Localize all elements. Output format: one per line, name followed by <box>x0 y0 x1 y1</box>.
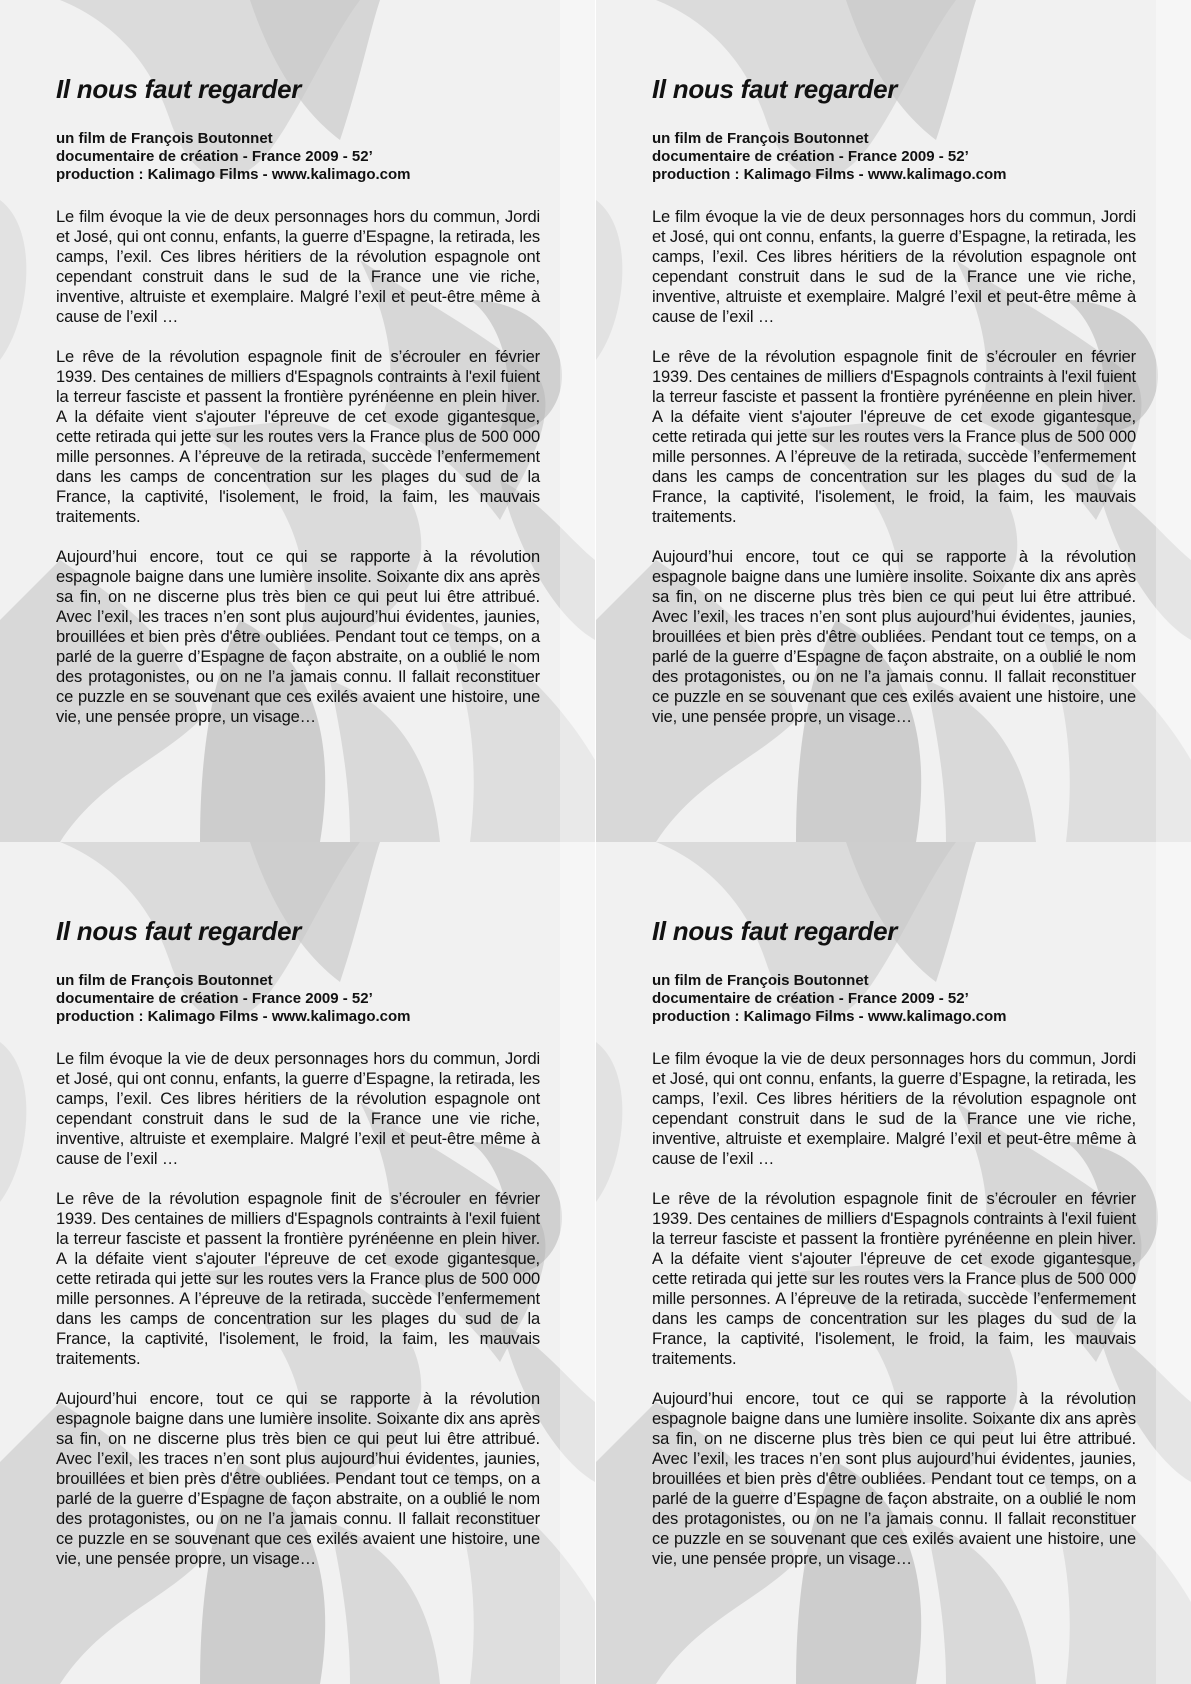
flyer-card <box>596 0 1191 842</box>
memory-paragraph: Aujourd’hui encore, tout ce qui se rapporte à la révolution espagnole baigne dans une lumière insolite. Soixante dix ans après sa fin, on ne discerne plus très bien ce qui peut lui être attribué. Avec l’exil, les traces n’en sont plus aujourd’hui évidentes, jaunies, brouillées et bien près d'être oubliées. Pendant tout ce temps, on a parlé de la guerre d’Espagne de façon abstraite, on a oublié le nom des protagonistes, ou on ne l’a jamais connu. Il fallait reconstituer ce puzzle en se souvenant que ces exilés avaient une histoire, une vie, une pensée propre, un visage… <box>652 548 1136 726</box>
production-credit: production : Kalimago Films - www.kalimago.com <box>56 1008 411 1025</box>
history-paragraph: Le rêve de la révolution espagnole finit de s’écrouler en février 1939. Des centaines de milliers d'Espagnols contraints à l'exil fuient la terreur fasciste et passent la frontière pyrénéenne en plein hiver. A la défaite vient s'ajouter l'épreuve de cet exode gigantesque, cette retirada qui jette sur les routes vers la France plus de 500 000 mille personnes. A l’épreuve de la retirada, succède l’enfermement dans les camps de concentration sur les plages du sud de la France, la captivité, l'isolement, le froid, la faim, les mauvais traitements. <box>652 1190 1136 1368</box>
film-title: Il nous faut regarder <box>56 74 302 104</box>
flyer-content <box>652 916 1136 1589</box>
film-title: Il nous faut regarder <box>652 74 898 104</box>
memory-paragraph: Aujourd’hui encore, tout ce qui se rapporte à la révolution espagnole baigne dans une lumière insolite. Soixante dix ans après sa fin, on ne discerne plus très bien ce qui peut lui être attribué. Avec l’exil, les traces n’en sont plus aujourd’hui évidentes, jaunies, brouillées et bien près d'être oubliées. Pendant tout ce temps, on a parlé de la guerre d’Espagne de façon abstraite, on a oublié le nom des protagonistes, ou on ne l’a jamais connu. Il fallait reconstituer ce puzzle en se souvenant que ces exilés avaient une histoire, une vie, une pensée propre, un visage… <box>56 1390 540 1568</box>
film-credits <box>56 130 540 184</box>
history-paragraph: Le rêve de la révolution espagnole finit de s’écrouler en février 1939. Des centaines de milliers d'Espagnols contraints à l'exil fuient la terreur fasciste et passent la frontière pyrénéenne en plein hiver. A la défaite vient s'ajouter l'épreuve de cet exode gigantesque, cette retirada qui jette sur les routes vers la France plus de 500 000 mille personnes. A l’épreuve de la retirada, succède l’enfermement dans les camps de concentration sur les plages du sud de la France, la captivité, l'isolement, le froid, la faim, les mauvais traitements. <box>652 348 1136 526</box>
flyer-card <box>596 842 1191 1684</box>
flyer-card <box>0 842 595 1684</box>
genre-credit: documentaire de création - France 2009 - 52’ <box>56 148 373 165</box>
production-credit: production : Kalimago Films - www.kalimago.com <box>652 166 1007 183</box>
synopsis-paragraph: Le film évoque la vie de deux personnages hors du commun, Jordi et José, qui ont connu, enfants, la guerre d’Espagne, la retirada, les camps, l’exil. Ces libres héritiers de la révolution espagnole ont cependant construit dans le sud de la France une vie riche, inventive, altruiste et exemplaire. Malgré l’exil et peut-être même à cause de l’exil … <box>652 208 1136 326</box>
film-title: Il nous faut regarder <box>652 916 898 946</box>
genre-credit: documentaire de création - France 2009 - 52’ <box>56 990 373 1007</box>
synopsis-paragraph: Le film évoque la vie de deux personnages hors du commun, Jordi et José, qui ont connu, enfants, la guerre d’Espagne, la retirada, les camps, l’exil. Ces libres héritiers de la révolution espagnole ont cependant construit dans le sud de la France une vie riche, inventive, altruiste et exemplaire. Malgré l’exil et peut-être même à cause de l’exil … <box>652 1050 1136 1168</box>
film-credits <box>652 972 1136 1026</box>
production-credit: production : Kalimago Films - www.kalimago.com <box>652 1008 1007 1025</box>
flyer-content <box>652 74 1136 747</box>
director-credit: un film de François Boutonnet <box>652 130 869 147</box>
synopsis-paragraph: Le film évoque la vie de deux personnages hors du commun, Jordi et José, qui ont connu, enfants, la guerre d’Espagne, la retirada, les camps, l’exil. Ces libres héritiers de la révolution espagnole ont cependant construit dans le sud de la France une vie riche, inventive, altruiste et exemplaire. Malgré l’exil et peut-être même à cause de l’exil … <box>56 208 540 326</box>
production-credit: production : Kalimago Films - www.kalimago.com <box>56 166 411 183</box>
film-credits <box>652 130 1136 184</box>
history-paragraph: Le rêve de la révolution espagnole finit de s’écrouler en février 1939. Des centaines de milliers d'Espagnols contraints à l'exil fuient la terreur fasciste et passent la frontière pyrénéenne en plein hiver. A la défaite vient s'ajouter l'épreuve de cet exode gigantesque, cette retirada qui jette sur les routes vers la France plus de 500 000 mille personnes. A l’épreuve de la retirada, succède l’enfermement dans les camps de concentration sur les plages du sud de la France, la captivité, l'isolement, le froid, la faim, les mauvais traitements. <box>56 1190 540 1368</box>
flyer-content <box>56 916 540 1589</box>
genre-credit: documentaire de création - France 2009 - 52’ <box>652 148 969 165</box>
flyer-card <box>0 0 595 842</box>
film-title: Il nous faut regarder <box>56 916 302 946</box>
director-credit: un film de François Boutonnet <box>56 130 273 147</box>
flyer-content <box>56 74 540 747</box>
director-credit: un film de François Boutonnet <box>56 972 273 989</box>
history-paragraph: Le rêve de la révolution espagnole finit de s’écrouler en février 1939. Des centaines de milliers d'Espagnols contraints à l'exil fuient la terreur fasciste et passent la frontière pyrénéenne en plein hiver. A la défaite vient s'ajouter l'épreuve de cet exode gigantesque, cette retirada qui jette sur les routes vers la France plus de 500 000 mille personnes. A l’épreuve de la retirada, succède l’enfermement dans les camps de concentration sur les plages du sud de la France, la captivité, l'isolement, le froid, la faim, les mauvais traitements. <box>56 348 540 526</box>
director-credit: un film de François Boutonnet <box>652 972 869 989</box>
memory-paragraph: Aujourd’hui encore, tout ce qui se rapporte à la révolution espagnole baigne dans une lumière insolite. Soixante dix ans après sa fin, on ne discerne plus très bien ce qui peut lui être attribué. Avec l’exil, les traces n’en sont plus aujourd’hui évidentes, jaunies, brouillées et bien près d'être oubliées. Pendant tout ce temps, on a parlé de la guerre d’Espagne de façon abstraite, on a oublié le nom des protagonistes, ou on ne l’a jamais connu. Il fallait reconstituer ce puzzle en se souvenant que ces exilés avaient une histoire, une vie, une pensée propre, un visage… <box>652 1390 1136 1568</box>
film-credits <box>56 972 540 1026</box>
genre-credit: documentaire de création - France 2009 - 52’ <box>652 990 969 1007</box>
synopsis-paragraph: Le film évoque la vie de deux personnages hors du commun, Jordi et José, qui ont connu, enfants, la guerre d’Espagne, la retirada, les camps, l’exil. Ces libres héritiers de la révolution espagnole ont cependant construit dans le sud de la France une vie riche, inventive, altruiste et exemplaire. Malgré l’exil et peut-être même à cause de l’exil … <box>56 1050 540 1168</box>
memory-paragraph: Aujourd’hui encore, tout ce qui se rapporte à la révolution espagnole baigne dans une lumière insolite. Soixante dix ans après sa fin, on ne discerne plus très bien ce qui peut lui être attribué. Avec l’exil, les traces n’en sont plus aujourd’hui évidentes, jaunies, brouillées et bien près d'être oubliées. Pendant tout ce temps, on a parlé de la guerre d’Espagne de façon abstraite, on a oublié le nom des protagonistes, ou on ne l’a jamais connu. Il fallait reconstituer ce puzzle en se souvenant que ces exilés avaient une histoire, une vie, une pensée propre, un visage… <box>56 548 540 726</box>
